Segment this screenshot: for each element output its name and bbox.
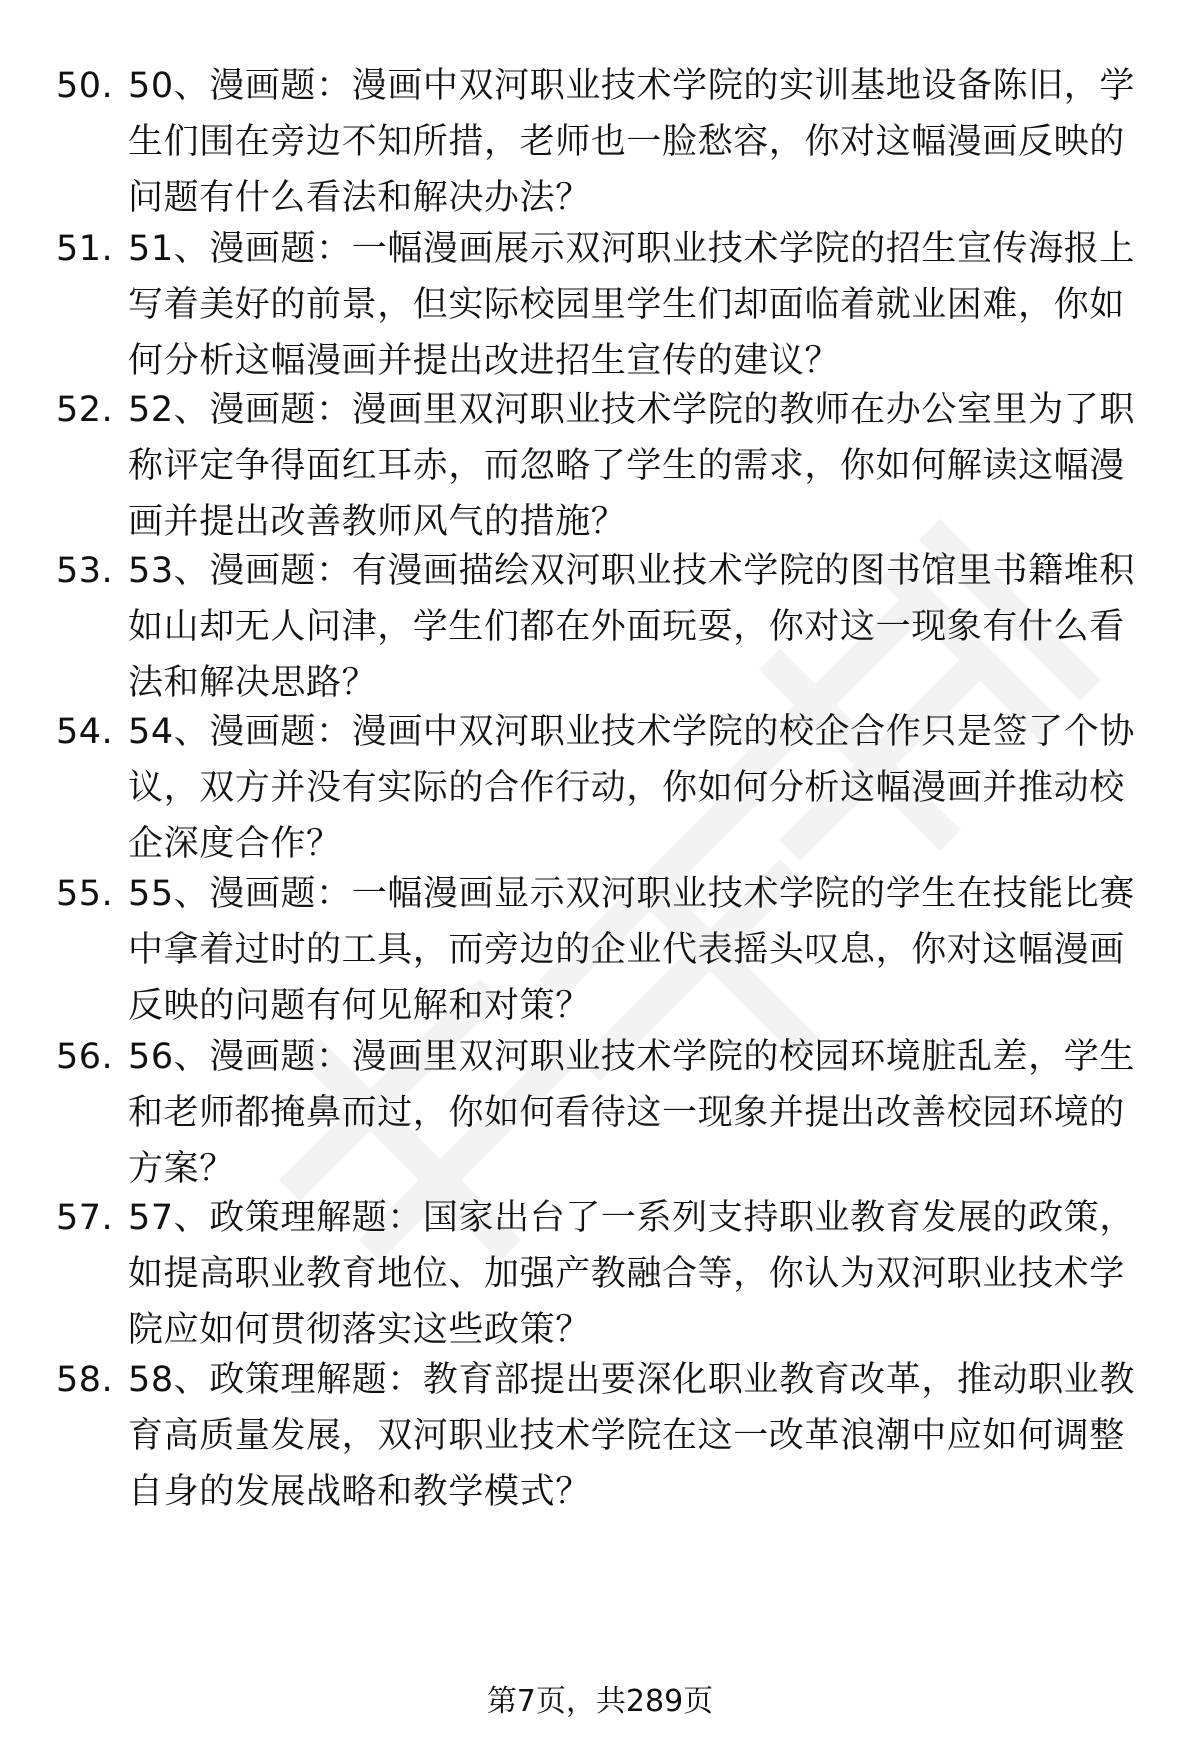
question-text: 54、漫画题：漫画中双河职业技术学院的校企合作只是签了个协议，双方并没有实际的合作行动，你如何分析这幅漫画并推动校企深度合作？ <box>128 712 1135 864</box>
question-number: 50. <box>56 66 114 106</box>
question-text: 52、漫画题：漫画里双河职业技术学院的教师在办公室里为了职称评定争得面红耳赤，而忽略了学生的需求，你如何解读这幅漫画并提出改善教师风气的措施？ <box>128 390 1135 542</box>
question-text: 56、漫画题：漫画里双河职业技术学院的校园环境脏乱差，学生和老师都掩鼻而过，你如何看待这一现象并提出改善校园环境的方案？ <box>128 1037 1135 1189</box>
question-text: 50、漫画题：漫画中双河职业技术学院的实训基地设备陈旧，学生们围在旁边不知所措，老师也一脸愁容，你对这幅漫画反映的问题有什么看法和解决办法？ <box>128 66 1135 218</box>
question-number: 58. <box>56 1360 114 1400</box>
question-number: 54. <box>56 712 114 752</box>
page-footer: 第7页，共289页 <box>486 1684 714 1719</box>
question-text: 57、政策理解题：国家出台了一系列支持职业教育发展的政策，如提高职业教育地位、加强产教融合等，你认为双河职业技术学院应如何贯彻落实这些政策？ <box>128 1198 1135 1350</box>
question-number: 53. <box>56 551 114 591</box>
question-text: 51、漫画题：一幅漫画展示双河职业技术学院的招生宣传海报上写着美好的前景，但实际校园里学生们却面临着就业困难，你如何分析这幅漫画并提出改进招生宣传的建议？ <box>128 229 1135 381</box>
question-text: 53、漫画题：有漫画描绘双河职业技术学院的图书馆里书籍堆积如山却无人问津，学生们都在外面玩耍，你对这一现象有什么看法和解决思路？ <box>128 551 1135 703</box>
question-number: 51. <box>56 229 114 269</box>
question-number: 52. <box>56 390 114 430</box>
question-text: 55、漫画题：一幅漫画显示双河职业技术学院的学生在技能比赛中拿着过时的工具，而旁边的企业代表摇头叹息，你对这幅漫画反映的问题有何见解和对策？ <box>128 874 1135 1026</box>
question-number: 56. <box>56 1037 114 1077</box>
question-number: 57. <box>56 1198 114 1238</box>
question-text: 58、政策理解题：教育部提出要深化职业教育改革，推动职业教育高质量发展，双河职业技术学院在这一改革浪潮中应如何调整自身的发展战略和教学模式？ <box>128 1360 1135 1512</box>
question-number: 55. <box>56 874 114 914</box>
